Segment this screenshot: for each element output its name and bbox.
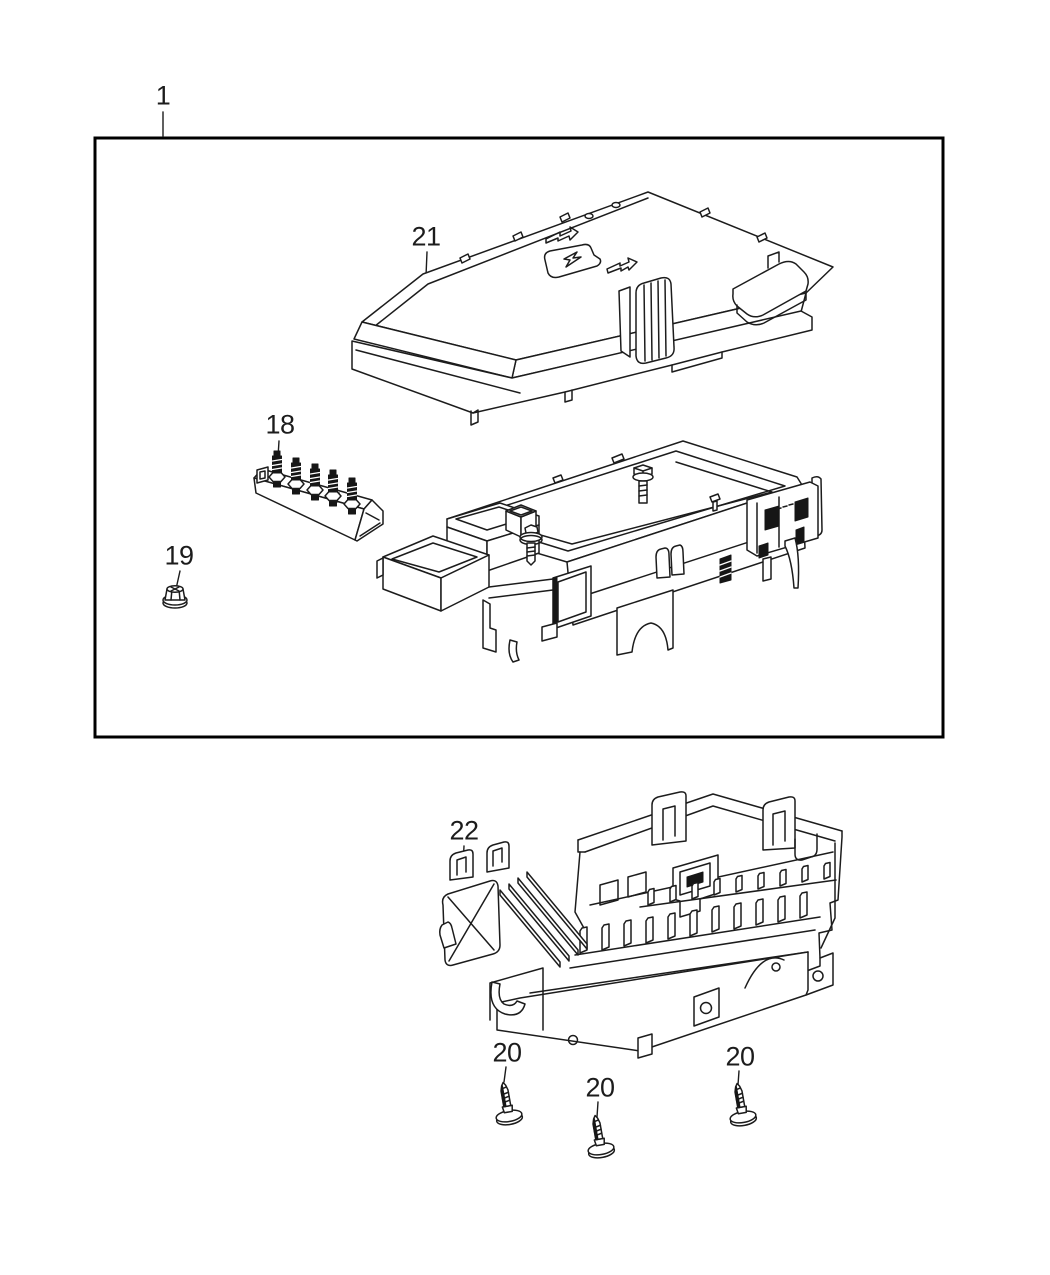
hex-flange-nut-drawing	[163, 586, 187, 608]
callout-20-center: 20	[585, 1072, 615, 1103]
stud-terminal-block-drawing	[254, 451, 383, 541]
pdc-body-drawing	[377, 441, 822, 662]
callout-1: 1	[155, 80, 171, 111]
callout-20-left: 20	[492, 1037, 522, 1068]
callout-21: 21	[411, 221, 441, 252]
assembly-boundary-box	[95, 138, 943, 737]
lower-housing-drawing	[440, 792, 842, 1058]
callout-19: 19	[164, 540, 194, 571]
mounting-screws-drawing	[490, 1080, 757, 1159]
callout-22: 22	[449, 815, 479, 846]
callout-18: 18	[265, 409, 295, 440]
callout-20-right: 20	[725, 1041, 755, 1072]
